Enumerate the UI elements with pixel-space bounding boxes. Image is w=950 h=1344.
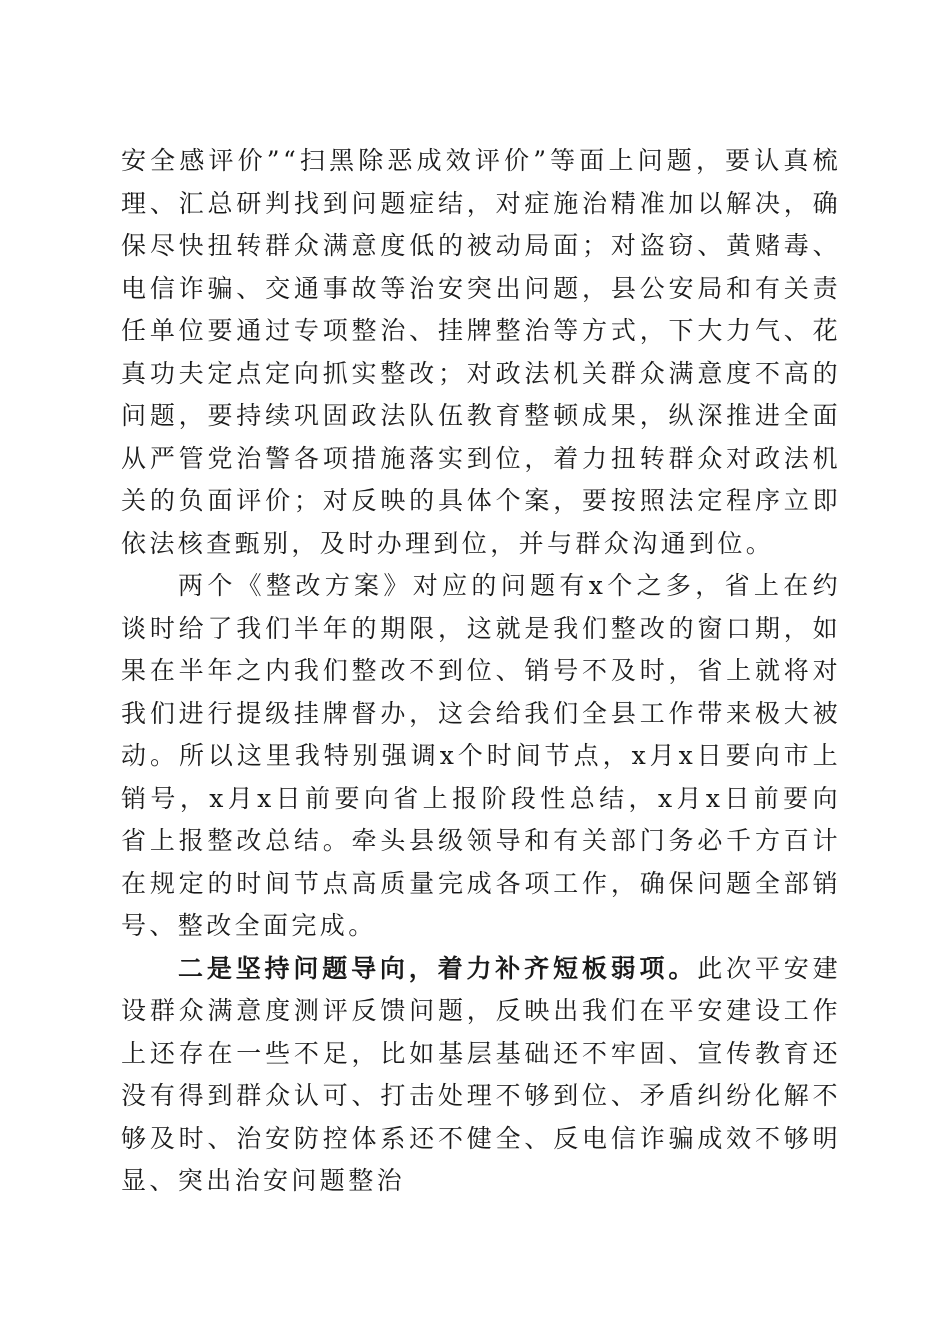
paragraph-text: 安全感评价”“扫黑除恶成效评价”等面上问题，要认真梳理、汇总研判找到问题症结，对症施治精准加以解决，确保尽快扭转群众满意度低的被动局面；对盗窃、黄赌毒、电信诈骗、交通事故等治安突出问题，县公安局和有关责任单位要通过专项整治、挂牌整治等方式，下大力气、花真功夫定点定向抓实整改；对政法机关群众满意度不高的问题，要持续巩固政法队伍教育整顿成果，纵深推进全面从严管党治警各项措施落实到位，着力扭转群众对政法机关的负面评价；对反映的具体个案，要按照法定程序立即依法核查甄别，及时办理到位，并与群众沟通到位。 [121, 146, 841, 558]
document-body [121, 140, 841, 1203]
paragraph-problem-orientation [121, 948, 841, 1203]
paragraph-text: 两个《整改方案》对应的问题有x个之多，省上在约谈时给了我们半年的期限，这就是我们整改的窗口期，如果在半年之内我们整改不到位、销号不及时，省上就将对我们进行提级挂牌督办，这会给我们全县工作带来极大被动。所以这里我特别强调x个时间节点，x月x日要向市上销号，x月x日前要向省上报阶段性总结，x月x日前要向省上报整改总结。牵头县级领导和有关部门务必千方百计在规定的时间节点高质量完成各项工作，确保问题全部销号、整改全面完成。 [121, 571, 841, 940]
paragraph-heading: 二是坚持问题导向，着力补齐短板弱项。 [178, 953, 698, 983]
paragraph-continued [121, 140, 841, 565]
paragraph-rectification-plan [121, 565, 841, 948]
paragraph-text: 此次平安建设群众满意度测评反馈问题，反映出我们在平安建设工作上还存在一些不足，比如基层基础还不牢固、宣传教育还没有得到群众认可、打击处理不够到位、矛盾纠纷化解不够及时、治安防控体系还不健全、反电信诈骗成效不够明显、突出治安问题整治 [121, 953, 841, 1195]
